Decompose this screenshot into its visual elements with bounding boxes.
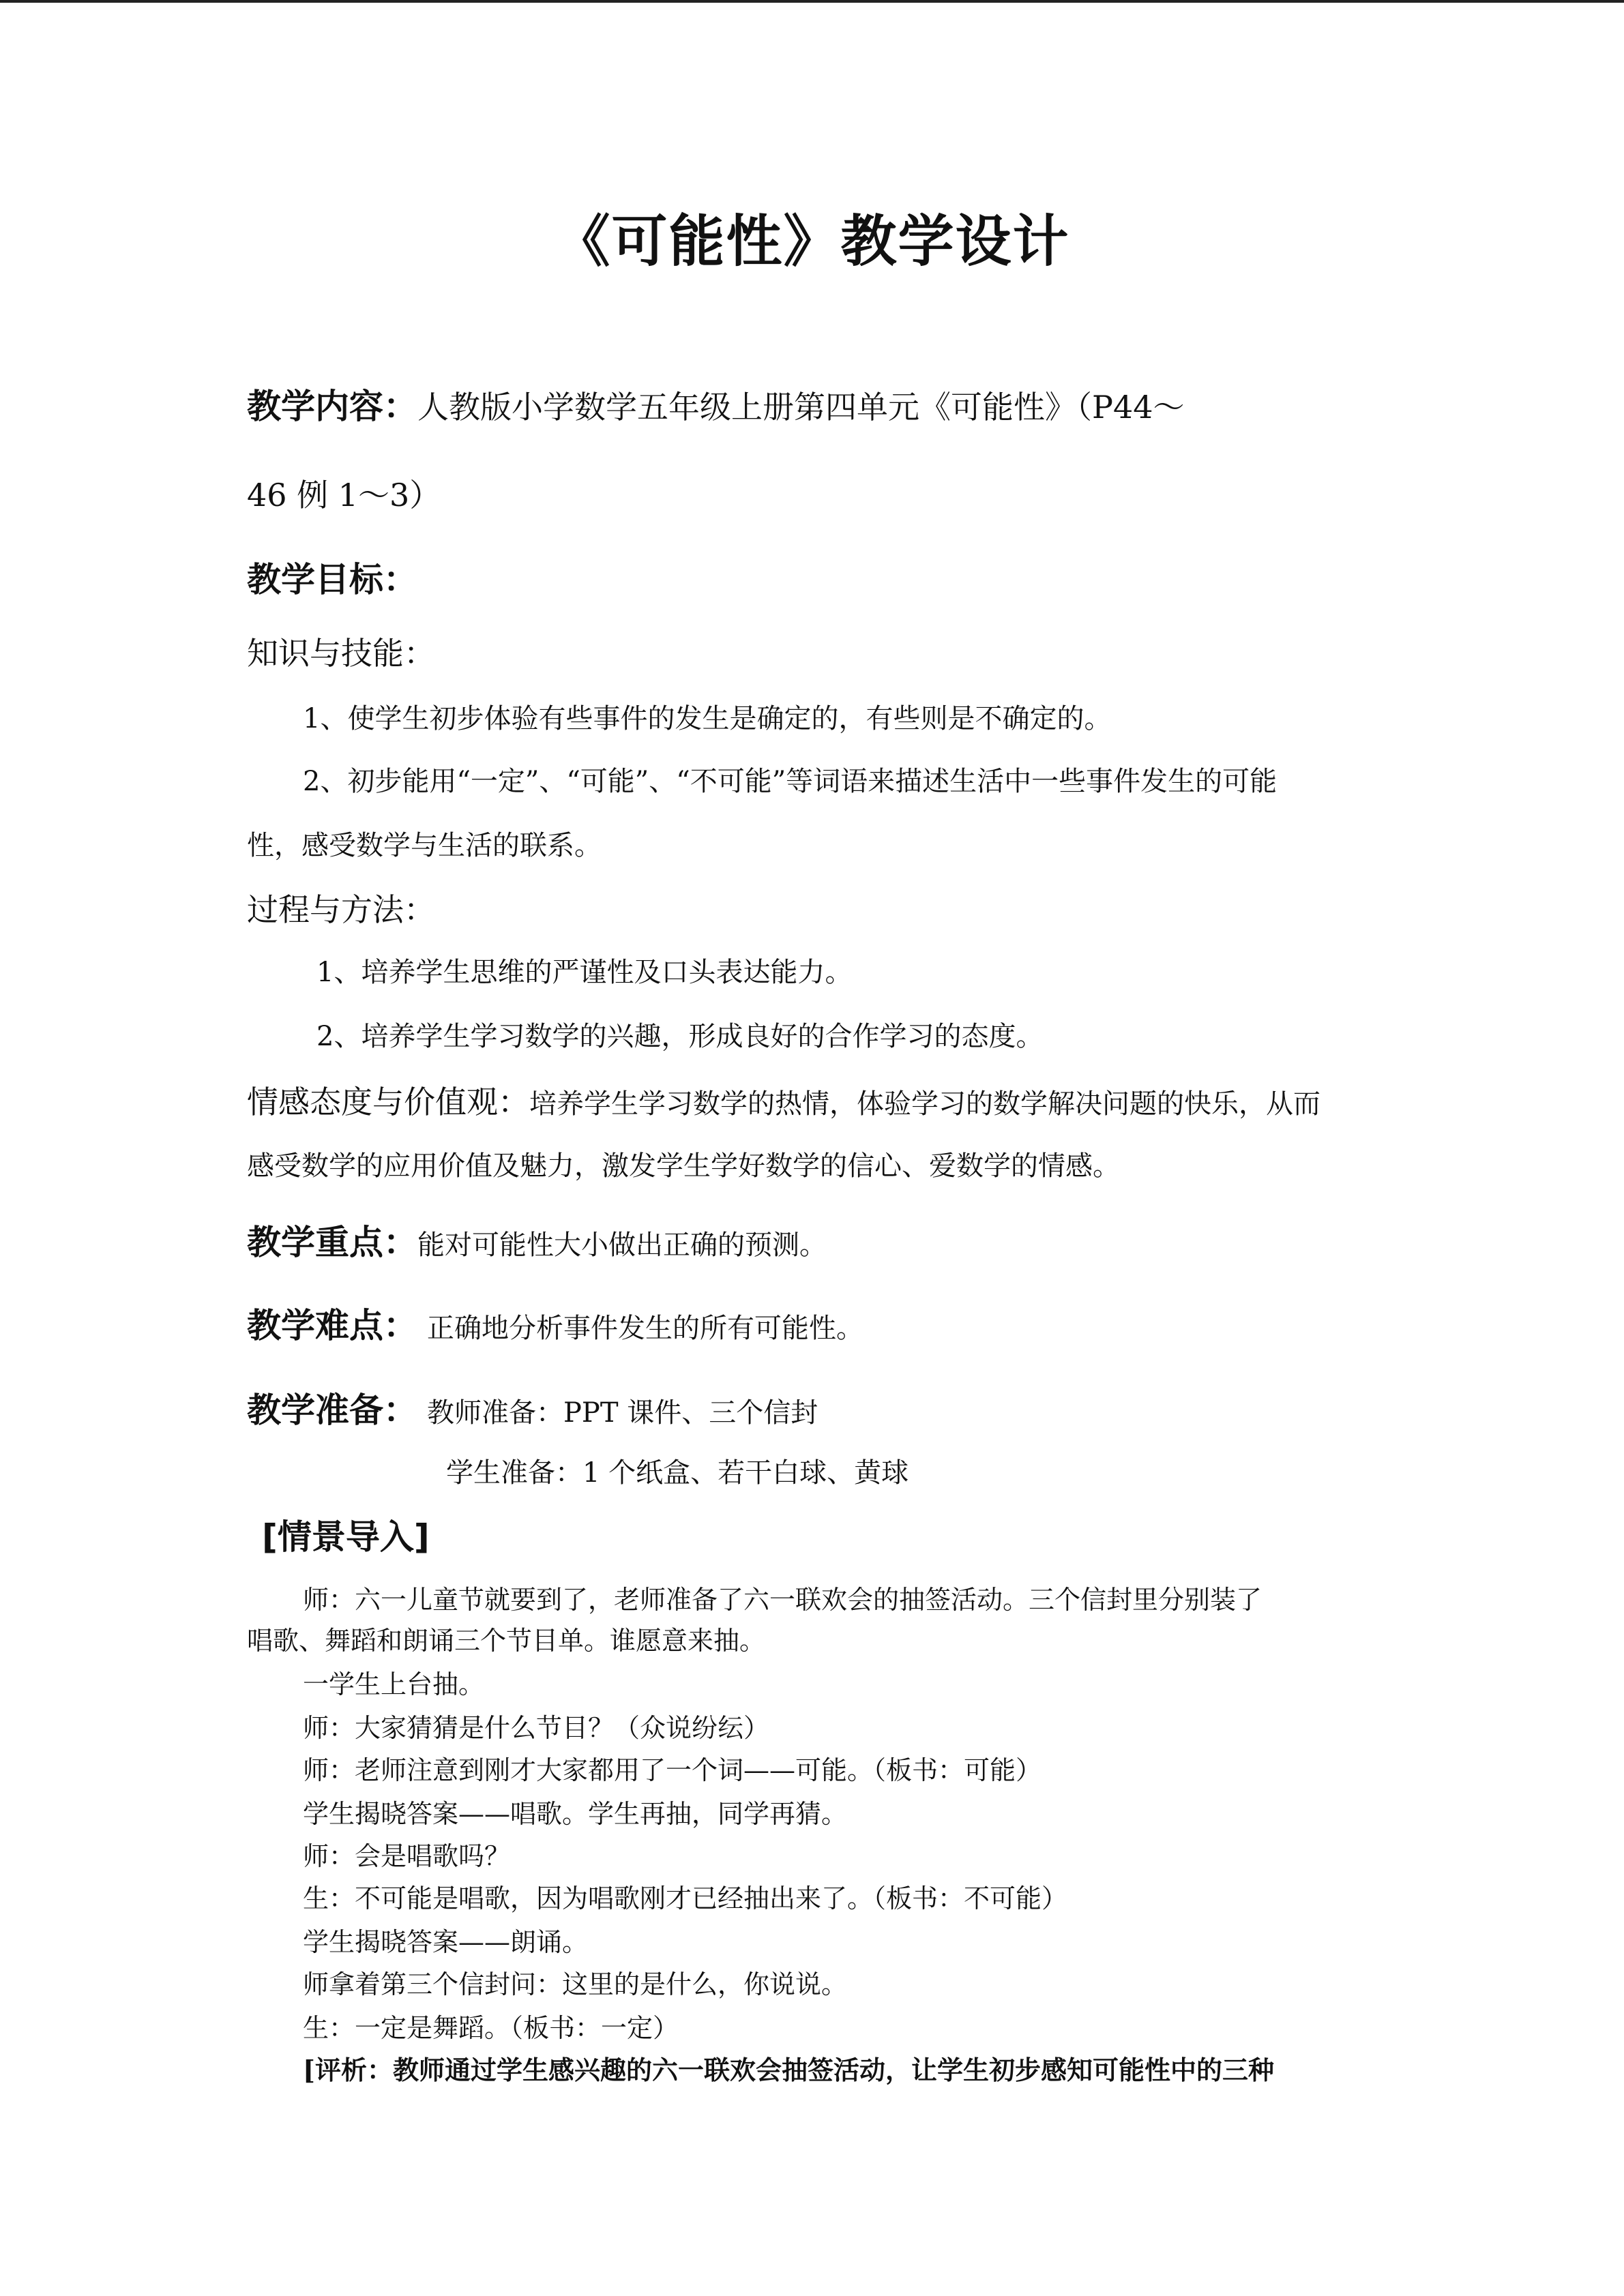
intro-line-7: 师：会是唱歌吗？: [303, 1841, 511, 1871]
intro-line-2: 唱歌、舞蹈和朗诵三个节目单。谁愿意来抽。: [247, 1626, 766, 1656]
difficulty-text: 正确地分析事件发生的所有可能性。: [427, 1313, 863, 1344]
page-top-border: [0, 0, 1624, 3]
emotion-section: [247, 1077, 1320, 1129]
content-label: 教学内容：: [247, 387, 417, 426]
process-item-2: 2、培养学生学习数学的兴趣，形成良好的合作学习的态度。: [316, 1021, 1044, 1052]
process-heading: 过程与方法：: [247, 891, 435, 928]
process-item-1: 1、培养学生思维的严谨性及口头表达能力。: [316, 957, 853, 988]
knowledge-item-2-line2: 性，感受数学与生活的联系。: [247, 830, 602, 861]
emotion-text-line2: 感受数学的应用价值及魅力，激发学生学好数学的信心、爱数学的情感。: [247, 1150, 1120, 1182]
content-text-line1: 人教版小学数学五年级上册第四单元《可能性》（P44～: [417, 389, 1185, 426]
intro-heading: [情景导入]: [262, 1517, 430, 1557]
intro-line-11: 生：一定是舞蹈。（板书：一定）: [303, 2013, 679, 2043]
intro-line-5: 师：老师注意到刚才大家都用了一个词——可能。（板书：可能）: [303, 1755, 1042, 1785]
preparation-section: [247, 1386, 818, 1437]
knowledge-item-2-line1: 2、初步能用“一定”、“可能”、“不可能”等词语来描述生活中一些事件发生的可能: [303, 766, 1278, 797]
preparation-label: 教学准备：: [247, 1390, 417, 1430]
key-point-label: 教学重点：: [247, 1223, 417, 1262]
intro-line-9: 学生揭晓答案——朗诵。: [303, 1927, 589, 1957]
intro-line-10: 师拿着第三个信封问：这里的是什么，你说说。: [303, 1969, 848, 1999]
intro-line-6: 学生揭晓答案——唱歌。学生再抽，同学再猜。: [303, 1799, 848, 1829]
intro-line-1: 师：六一儿童节就要到了，老师准备了六一联欢会的抽签活动。三个信封里分别装了: [303, 1585, 1263, 1615]
content-section: [247, 382, 1184, 432]
intro-line-4: 师：大家猜猜是什么节目？（众说纷纭）: [303, 1713, 770, 1743]
key-point-section: [247, 1218, 827, 1270]
preparation-teacher: 教师准备：PPT 课件、三个信封: [427, 1397, 818, 1429]
emotion-text-line1: 培养学生学习数学的热情，体验学习的数学解决问题的快乐，从而: [529, 1088, 1320, 1120]
key-point-text: 能对可能性大小做出正确的预测。: [417, 1229, 827, 1261]
intro-line-3: 一学生上台抽。: [303, 1669, 485, 1699]
emotion-label: 情感态度与价值观：: [247, 1084, 529, 1120]
document-title: 《可能性》教学设计: [554, 209, 1070, 274]
difficulty-label: 教学难点：: [247, 1306, 417, 1345]
intro-line-8: 生：不可能是唱歌，因为唱歌刚才已经抽出来了。（板书：不可能）: [303, 1883, 1068, 1913]
preparation-student: 学生准备：1 个纸盒、若干白球、黄球: [446, 1457, 909, 1489]
difficulty-section: [247, 1301, 863, 1353]
knowledge-heading: 知识与技能：: [247, 635, 435, 672]
knowledge-item-1: 1、使学生初步体验有些事件的发生是确定的，有些则是不确定的。: [303, 703, 1112, 734]
intro-comment: [评析：教师通过学生感兴趣的六一联欢会抽签活动，让学生初步感知可能性中的三种: [303, 2055, 1274, 2085]
objectives-heading: 教学目标：: [247, 560, 417, 599]
content-text-line2: 46 例 1～3）: [247, 477, 441, 513]
